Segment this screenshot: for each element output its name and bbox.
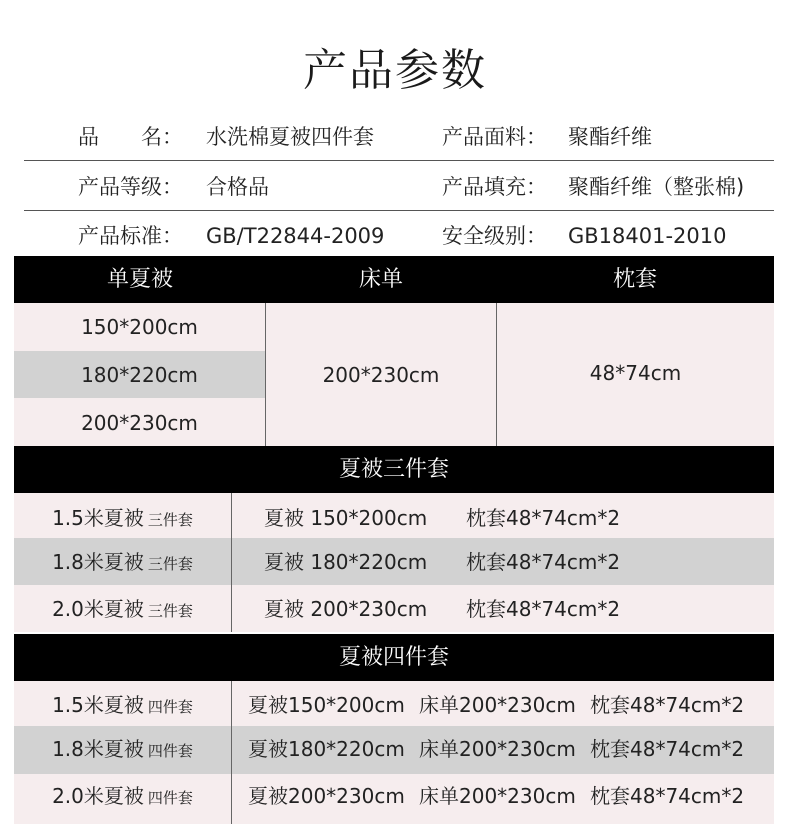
quilt-spec: 夏被180*220cm	[248, 737, 405, 761]
info-value: 水洗棉夏被四件套	[206, 125, 374, 149]
pillow-spec: 枕套48*74cm*2	[466, 550, 621, 574]
quilt-spec: 夏被 200*230cm	[264, 597, 428, 621]
info-value: 聚酯纤维（整张棉)	[568, 175, 745, 199]
info-value: GB18401-2010	[568, 224, 727, 248]
info-label: 品 名：	[78, 125, 183, 149]
set-tag: 三件套	[147, 511, 193, 529]
info-label: 产品等级：	[78, 175, 183, 199]
info-row	[24, 113, 774, 161]
quilt-size: 180*220cm	[81, 363, 198, 387]
info-row	[24, 163, 774, 211]
table-header	[14, 256, 774, 303]
info-value: 合格品	[206, 175, 269, 199]
header-three-piece-set: 夏被三件套	[338, 457, 449, 482]
info-label: 安全级别：	[442, 224, 547, 248]
header-pillowcase: 枕套	[612, 267, 657, 292]
info-value: 聚酯纤维	[568, 125, 652, 149]
divider	[24, 160, 774, 161]
set-name: 1.8米夏被	[52, 550, 144, 574]
set-tag: 四件套	[147, 789, 193, 807]
info-label: 产品面料：	[442, 125, 547, 149]
column-divider	[231, 681, 232, 824]
info-label: 产品填充：	[442, 175, 547, 199]
quilt-spec: 夏被200*230cm	[248, 784, 405, 808]
quilt-size: 200*230cm	[81, 411, 198, 435]
set-tag: 三件套	[147, 602, 193, 620]
column-divider	[231, 493, 232, 632]
set-tag: 四件套	[147, 742, 193, 760]
set-tag: 四件套	[147, 698, 193, 716]
set-name: 2.0米夏被	[52, 597, 144, 621]
pillow-spec: 枕套48*74cm*2	[466, 506, 621, 530]
pillow-spec: 枕套48*74cm*2	[590, 784, 745, 808]
quilt-spec: 夏被 180*220cm	[264, 550, 428, 574]
pillow-spec: 枕套48*74cm*2	[466, 597, 621, 621]
set-name: 1.8米夏被	[52, 737, 144, 761]
four-piece-set-table	[14, 634, 774, 824]
pillow-size: 48*74cm	[589, 361, 682, 385]
sheet-size: 200*230cm	[322, 363, 440, 387]
quilt-spec: 夏被 150*200cm	[264, 506, 428, 530]
header-four-piece-set: 夏被四件套	[338, 645, 449, 670]
sheet-spec: 床单200*230cm	[419, 693, 576, 717]
info-value: GB/T22844-2009	[206, 224, 385, 248]
divider	[24, 210, 774, 211]
table-header	[14, 634, 774, 681]
set-name: 2.0米夏被	[52, 784, 144, 808]
sheet-spec: 床单200*230cm	[419, 784, 576, 808]
quilt-spec: 夏被150*200cm	[248, 693, 405, 717]
set-tag: 三件套	[147, 555, 193, 573]
header-sheet: 床单	[358, 267, 403, 292]
header-single-quilt: 单夏被	[106, 267, 173, 292]
pillow-spec: 枕套48*74cm*2	[590, 737, 745, 761]
info-label: 产品标准：	[78, 224, 183, 248]
info-row	[24, 212, 774, 260]
single-items-table	[14, 256, 774, 446]
three-piece-set-table	[14, 446, 774, 632]
sheet-spec: 床单200*230cm	[419, 737, 576, 761]
page-title: 产品参数	[303, 45, 487, 96]
set-name: 1.5米夏被	[52, 506, 144, 530]
quilt-size: 150*200cm	[81, 315, 198, 339]
table-header	[14, 446, 774, 493]
pillow-spec: 枕套48*74cm*2	[590, 693, 745, 717]
set-name: 1.5米夏被	[52, 693, 144, 717]
